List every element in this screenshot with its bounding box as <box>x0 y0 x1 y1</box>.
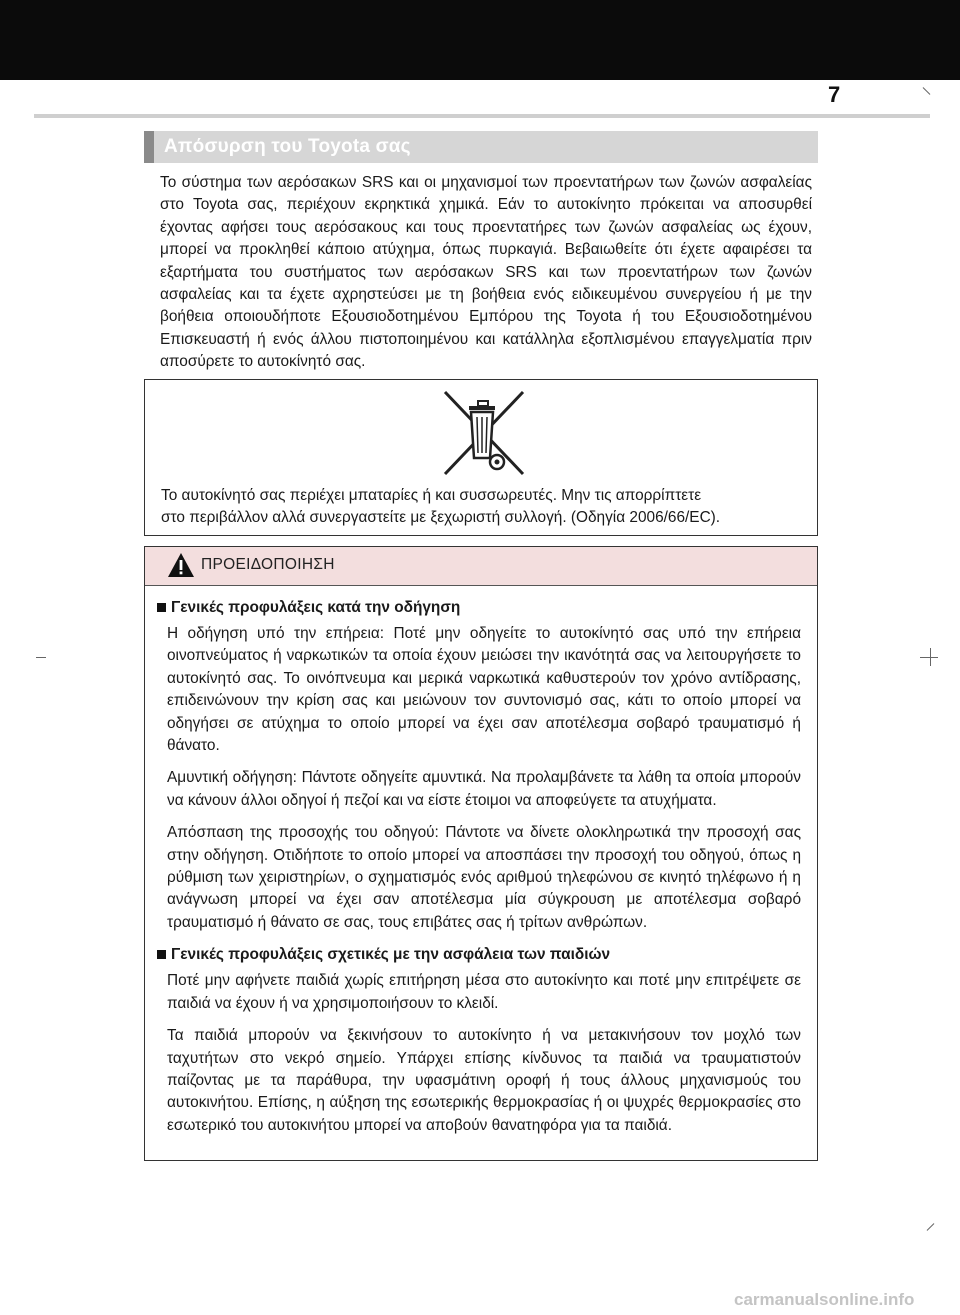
warning-box <box>144 546 818 1161</box>
recycle-text-line2: στο περιβάλλον αλλά συνεργαστείτε με ξεχωριστή συλλογή. (Οδηγία 2006/66/EC). <box>161 509 721 526</box>
square-bullet-icon <box>157 950 166 959</box>
crop-mark-right-h <box>920 657 938 658</box>
square-bullet-icon <box>157 603 166 612</box>
section-title: Απόσυρση του Toyota σας <box>164 136 411 157</box>
top-black-band <box>0 0 960 80</box>
warning-body <box>145 597 817 1147</box>
warning-paragraph: Αμυντική οδήγηση: Πάντοτε οδηγείτε αμυντικά. Να προλαμβάνετε τα λάθη τα οποία μπορούν να κάνουν άλλοι οδηγοί ή πεζοί και να είστε έτοιμοι να αποφεύγετε τα ατυχήματα. <box>167 769 801 809</box>
crop-mark-right-v <box>930 648 931 666</box>
crop-mark-left <box>36 657 46 658</box>
recycle-text-line1: Το αυτοκίνητό σας περιέχει μπαταρίες ή και συσσωρευτές. Μην τις απορρίπτετε <box>161 487 702 504</box>
warning-paragraph: Η οδήγηση υπό την επήρεια: Ποτέ μην οδηγείτε το αυτοκίνητό σας υπό την επήρεια οινοπνεύματος ή ναρκωτικών τα οποία έχουν μειώσει την ικανότητά σας να λειτουργήσετε το αυτοκίνητό σας. Το οινόπνευμα και μερικά ναρκωτικά καθυστερούν τον χρόνο αντίδρασης, επιδεινώνουν την κρίση σας και μειώνουν τον συντονισμό σας, κάτι το οποίο μπορεί να οδηγήσει σε ατύχημα το οποίο μπορεί να έχει σαν αποτέλεσμα σοβαρό τραυματισμό ή θάνατο. <box>167 625 801 755</box>
recycle-text <box>161 485 801 529</box>
header-rule <box>34 114 930 118</box>
section-title-bar <box>144 131 818 163</box>
crop-mark-top-right <box>923 87 931 95</box>
warning-heading-driving <box>157 597 817 619</box>
warning-heading-children <box>157 944 817 966</box>
warning-paragraph: Απόσπαση της προσοχής του οδηγού: Πάντοτε να δίνετε ολοκληρωτικά την προσοχή σας στην οδήγηση. Οτιδήποτε το οποίο μπορεί να αποσπάσει την προσοχή του οδηγού, όπως η ρύθμιση των χειριστηρίων, ο σχηματισμός ενός αριθμού τηλεφώνου σε κινητό τηλέφωνο ή η ανάγνωση μπορεί να έχει σαν αποτέλεσμα μία σύγκρουση με αποτέλεσμα σοβαρό τραυματισμό ή θάνατο σε σας, τους επιβάτες σας ή τρίτων ανθρώπων. <box>167 824 801 931</box>
warning-paragraph: Ποτέ μην αφήνετε παιδιά χωρίς επιτήρηση μέσα στο αυτοκίνητο και ποτέ μην επιτρέψετε σε παιδιά να έχουν ή να χρησιμοποιήσουν το κλειδί. <box>167 972 801 1012</box>
warning-heading-text: Γενικές προφυλάξεις κατά την οδήγηση <box>171 599 461 616</box>
warning-triangle-icon <box>167 552 195 578</box>
recycle-notice <box>144 379 818 536</box>
crop-mark-bottom-right <box>927 1223 935 1231</box>
watermark: carmanualsonline.info <box>734 1290 915 1309</box>
section-intro: Το σύστημα των αερόσακων SRS και οι μηχανισμοί των προεντατήρων των ζωνών ασφαλείας στο Toyota σας, περιέχουν εκρηκτικά χημικά. Εάν το αυτοκίνητο πρόκειται να αποσυρθεί έχοντας αφήσει τους αερόσακους και τους προεντατήρες των ζωνών ασφαλείας ως έχουν, μπορεί να προκληθεί κάποιο ατύχημα, όπως πυρκαγιά. Βεβαιωθείτε ότι έχετε αφαιρέσει τα εξαρτήματα του συστήματος των αερόσακων SRS και των προεντατήρων των ζωνών ασφαλείας και τα έχετε αχρηστεύσει με τη βοήθεια ενός ειδικευμένου συνεργείου ή με την βοήθεια οποιουδήποτε Εξουσιοδοτημένου Εμπόρου της Toyota ή του Εξουσιοδοτημένου Επισκευαστή ή ενός άλλου πιστοποιημένου και κατάλληλα εξοπλισμένου επαγγελματία πριν αποσύρετε το αυτοκίνητό σας. <box>160 174 812 371</box>
warning-heading-text: Γενικές προφυλάξεις σχετικές με την ασφάλεια των παιδιών <box>171 946 611 964</box>
page-number: 7 <box>828 82 841 107</box>
warning-paragraph: Τα παιδιά μπορούν να ξεκινήσουν το αυτοκίνητο ή να μετακινήσουν τον μοχλό των ταχυτήτων στο νεκρό σημείο. Υπάρχει επίσης κίνδυνος τα παιδιά να τραυματιστούν παίζοντας με τα παράθυρα, την υφασμάτινη οροφή ή τους άλλους μηχανισμούς του αυτοκινήτου. Επίσης, η αύξηση της εσωτερικής θερμοκρασίας ή οι ψυχρές θερμοκρασίες στο εσωτερικό του αυτοκινήτου μπορεί να αποβούν θανατηφόρα για τα παιδιά. <box>167 1027 801 1134</box>
warning-title: ΠΡΟΕΙΔΟΠΟΙΗΣΗ <box>201 556 335 573</box>
warning-header <box>145 547 817 586</box>
crossed-out-bin-icon <box>441 390 527 476</box>
